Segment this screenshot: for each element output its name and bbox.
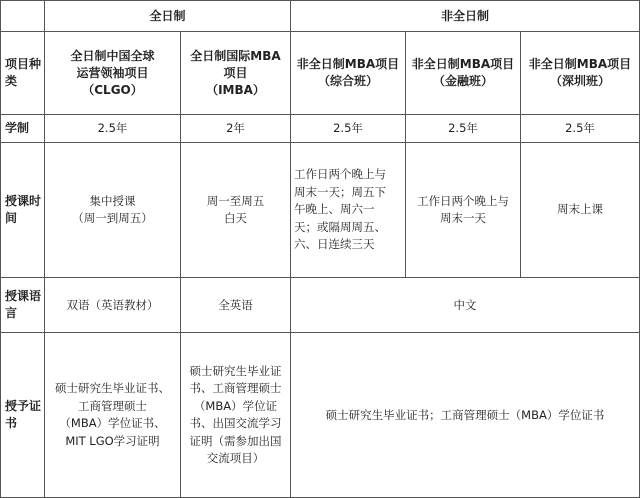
schedule-imba: 周一至周五 白天 [180, 142, 291, 278]
row-label-schedule: 授课时 间 [0, 142, 45, 278]
schedule-parttime-shenzhen: 周末上课 [520, 142, 640, 278]
group-header-parttime: 非全日制 [290, 0, 640, 32]
corner-empty-cell [0, 0, 45, 32]
program-parttime-shenzhen: 非全日制MBA项目 （深圳班） [520, 31, 640, 115]
language-parttime: 中文 [290, 277, 640, 333]
program-clgo: 全日制中国全球 运营领袖项目 （CLGO） [44, 31, 181, 115]
schedule-parttime-finance: 工作日两个晚上与 周末一天 [405, 142, 521, 278]
schedule-clgo: 集中授课 （周一到周五） [44, 142, 181, 278]
schedule-parttime-general: 工作日两个晚上与 周末一天；周五下 午晚上、周六一 天；或隔周周五、 六、日连续三天 [290, 142, 406, 278]
duration-parttime-finance: 2.5年 [405, 114, 521, 143]
certificate-imba: 硕士研究生毕业证 书、工商管理硕士 （MBA）学位证 书、出国交流学习 证明（需参加出国 交流项目） [180, 332, 291, 498]
language-clgo: 双语（英语教材） [44, 277, 181, 333]
row-label-duration: 学制 [0, 114, 45, 143]
program-imba: 全日制国际MBA 项目 （IMBA） [180, 31, 291, 115]
program-parttime-general: 非全日制MBA项目 （综合班） [290, 31, 406, 115]
certificate-clgo: 硕士研究生毕业证书、 工商管理硕士 （MBA）学位证书、 MIT LGO学习证明 [44, 332, 181, 498]
row-label-language: 授课语 言 [0, 277, 45, 333]
duration-imba: 2年 [180, 114, 291, 143]
certificate-parttime: 硕士研究生毕业证书；工商管理硕士（MBA）学位证书 [290, 332, 640, 498]
row-label-program-type: 项目种 类 [0, 31, 45, 115]
language-imba: 全英语 [180, 277, 291, 333]
duration-clgo: 2.5年 [44, 114, 181, 143]
duration-parttime-general: 2.5年 [290, 114, 406, 143]
duration-parttime-shenzhen: 2.5年 [520, 114, 640, 143]
program-parttime-finance: 非全日制MBA项目 （金融班） [405, 31, 521, 115]
row-label-certificate: 授予证 书 [0, 332, 45, 498]
group-header-fulltime: 全日制 [44, 0, 291, 32]
